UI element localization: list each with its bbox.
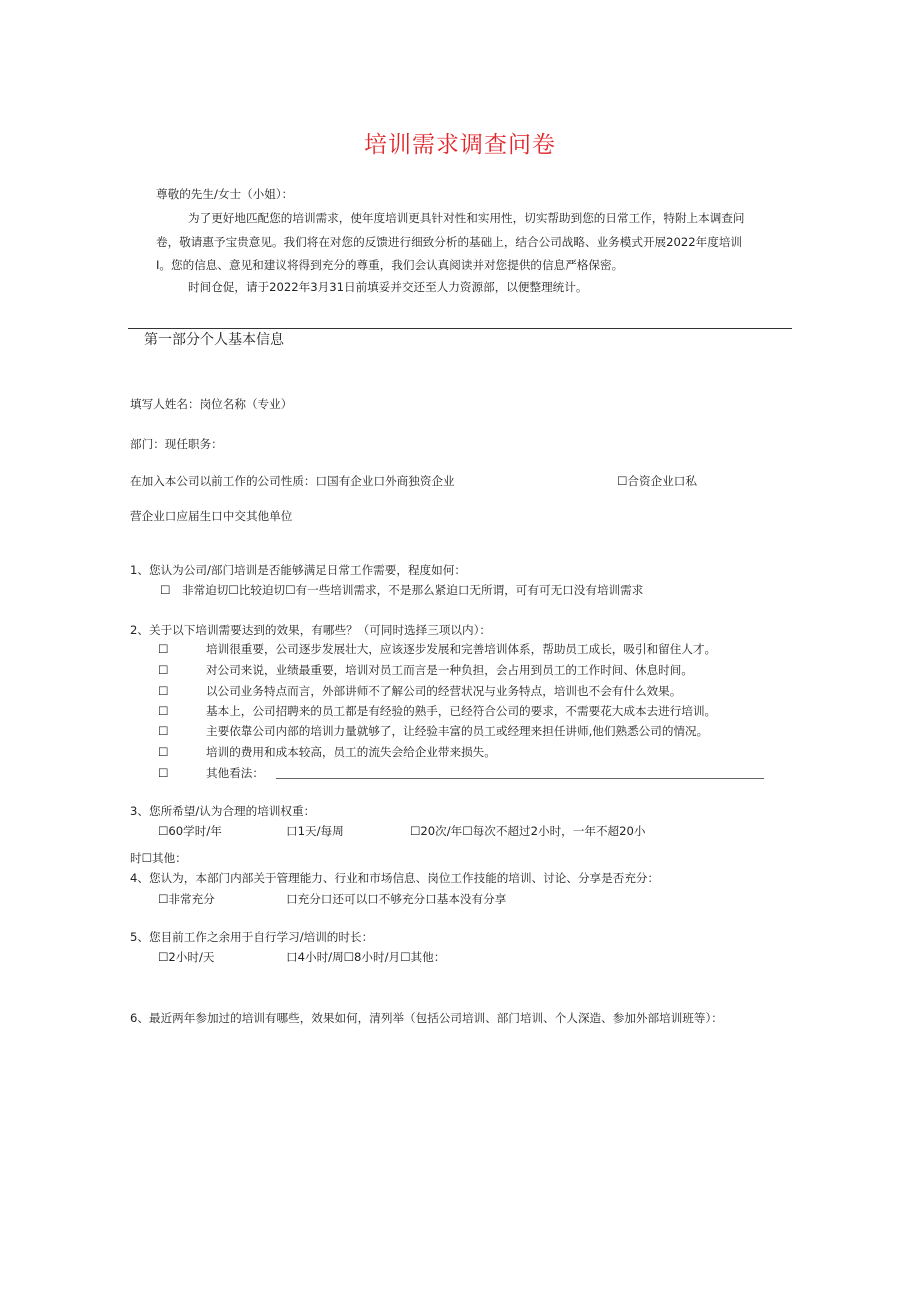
section-divider [128, 328, 792, 329]
company-type-options-jv[interactable]: ☐合资企业口私 [617, 474, 697, 488]
intro-paragraph-line-3: I。您的信息、意见和建议将得到充分的尊重，我们会认真阅读并对您提供的信息严格保密。 [156, 258, 624, 272]
question-5-option-a[interactable]: ☐2小时/天 [158, 950, 215, 964]
name-position-field[interactable]: 填写人姓名：岗位名称（专业） [130, 397, 293, 411]
question-2-other-label: 其他看法： [206, 766, 264, 780]
checkbox[interactable]: ☐ [158, 684, 169, 698]
question-2: 2、关于以下培训需要达到的效果，有哪些？（可同时选择三项以内）： [130, 623, 491, 637]
question-3-option-cont[interactable]: 时☐其他： [130, 851, 187, 865]
company-type-options-cont[interactable]: 营企业口应届生口中交其他单位 [130, 509, 293, 523]
question-2-other [206, 765, 764, 781]
intro-paragraph-line-2: 卷，敬请惠予宝贵意见。我们将在对您的反馈进行细致分析的基础上，结合公司战略、业务模式开展2022年度培训 [156, 235, 743, 249]
question-5-option-b[interactable]: 口4小时/周☐8小时/月☐其他： [286, 950, 446, 964]
question-6: 6、最近两年参加过的培训有哪些，效果如何，清列举（包括公司培训、部门培训、个人深造、参加外部培训班等）： [130, 1011, 723, 1025]
greeting: 尊敬的先生/女士（小姐）： [156, 187, 294, 201]
question-4-option-b[interactable]: 口充分口还可以口不够充分口基本没有分享 [286, 892, 507, 906]
checkbox[interactable]: ☐ [158, 663, 169, 677]
question-2-option: 对公司来说，业绩最重要，培训对员工而言是一种负担，会占用到员工的工作时间、休息时间。 [206, 663, 693, 677]
company-type-options[interactable]: 在加入本公司以前工作的公司性质：口国有企业口外商独资企业 [130, 474, 455, 488]
checkbox[interactable]: ☐ [158, 745, 169, 759]
checkbox[interactable]: ☐ [158, 642, 169, 656]
question-1: 1、您认为公司/部门培训是否能够满足日常工作需要，程度如何： [130, 563, 466, 577]
intro-paragraph-line-1: 为了更好地匹配您的培训需求，使年度培训更具针对性和实用性，切实帮助到您的日常工作，特附上本调查问 [188, 211, 745, 225]
checkbox[interactable]: ☐ [158, 724, 169, 738]
question-3-option-a[interactable]: ☐60学时/年 [158, 824, 222, 838]
question-3-option-b[interactable]: 口1天/每周 [286, 824, 344, 838]
question-2-option: 培训很重要，公司逐步发展壮大，应该逐步发展和完善培训体系，帮助员工成长，吸引和留住人才。 [206, 642, 717, 656]
department-title-field[interactable]: 部门：现任职务： [130, 437, 223, 451]
page-title: 培训需求调查问卷 [364, 132, 556, 158]
other-opinion-input[interactable] [276, 765, 764, 779]
question-4-option-a[interactable]: ☐非常充分 [158, 892, 215, 906]
question-3-option-c[interactable]: ☐20次/年☐每次不超过2小时，一年不超20小 [410, 824, 646, 838]
question-2-option: 主要依靠公司内部的培训力量就够了，让经验丰富的员工或经理来担任讲师,他们熟悉公司的情况。 [206, 724, 709, 738]
question-3: 3、您所希望/认为合理的培训权重： [130, 804, 316, 818]
question-2-option: 以公司业务特点而言，外部讲师不了解公司的经营状况与业务特点，培训也不会有什么效果。 [206, 684, 682, 698]
question-5: 5、您目前工作之余用于自行学习/培训的时长： [130, 930, 374, 944]
question-4: 4、您认为，本部门内部关于管理能力、行业和市场信息、岗位工作技能的培训、讨论、分享是否充分： [130, 871, 660, 885]
checkbox[interactable]: ☐ [158, 704, 169, 718]
intro-deadline: 时间仓促，请于2022年3月31日前填妥并交还至人力资源部，以便整理统计。 [188, 280, 588, 294]
question-2-option: 培训的费用和成本较高，员工的流失会给企业带来损失。 [206, 745, 496, 759]
section-heading: 第一部分个人基本信息 [144, 332, 284, 348]
question-1-options[interactable]: ☐ 非常迫切☐比较迫切☐有一些培训需求，不是那么紧迫口无所谓，可有可无口没有培训需求 [160, 583, 644, 597]
question-2-option: 基本上，公司招聘来的员工都是有经验的熟手，已经符合公司的要求，不需要花大成本去进行培训。 [206, 704, 717, 718]
checkbox[interactable]: ☐ [158, 766, 169, 780]
